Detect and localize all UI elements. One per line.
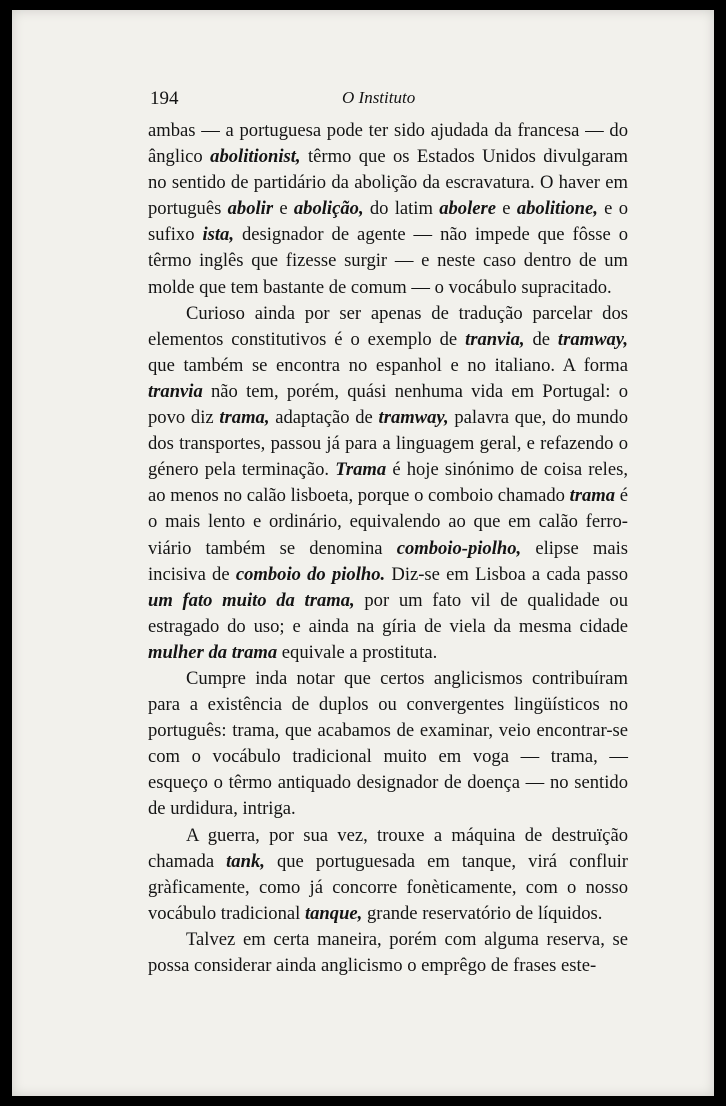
text-run: palavra que, do mundo dos transportes, passou já para a linguagem geral, e refazendo o género pela terminação. [148,407,628,481]
italic-term: comboio-piolho, [396,537,522,559]
italic-term: abolere [439,198,497,220]
italic-term: trama, [219,407,270,429]
text-run: do latim [363,198,440,220]
running-title: O Instituto [342,88,416,107]
italic-term: ista, [202,224,234,246]
text-run: grande reservatório de líquidos. [362,902,603,924]
page-number: 194 [150,88,179,109]
paragraph [148,823,628,927]
paragraph [148,927,628,979]
italic-term: tranvia, [465,328,525,350]
page-header [150,88,620,116]
italic-term: abolir [227,198,274,220]
body-text [148,118,628,979]
italic-term: abolitione, [516,198,598,220]
italic-term: mulher da trama [148,641,278,663]
italic-term: comboio do piolho. [235,563,386,585]
text-run: é o mais lento e ordinário, equivalendo ao que em calão ferro-viário também se denomina [148,485,628,559]
italic-term: abolição, [293,198,364,220]
text-run: Diz-se em Lisboa a cada passo [385,563,628,585]
text-run: por um fato vil de qualidade ou estragado do uso; e ainda na gíria de viela da mesma cidade [148,589,628,637]
text-run: é hoje sinónimo de coisa reles, ao menos no calão lisboeta, porque o comboio chamado [148,459,628,507]
italic-term: um fato muito da trama, [148,589,355,611]
italic-term: Trama [335,459,387,481]
italic-term: trama [569,485,616,507]
italic-term: tramway, [557,328,628,350]
italic-term: tank, [226,850,265,872]
text-run: adaptação de [269,407,379,429]
text-run: que também se encontra no espanhol e no italiano. A forma [148,354,628,376]
text-run: designador de agente — não impede que fôsse o têrmo inglês que fizesse surgir — e neste caso dentro de um molde que tem bastante de comum — o vocábulo supracitado. [148,224,628,298]
paragraph [148,118,628,301]
text-run: de [524,328,558,350]
text-run: elipse mais incisiva de [148,537,628,585]
text-run: A guerra, por sua vez, trouxe a máquina de destruïção chamada [148,824,628,872]
text-run: não tem, porém, quási nenhuma vida em Portugal: o povo diz [148,380,628,429]
text-run: Talvez em certa maneira, porém com alguma reserva, se possa considerar ainda anglicismo o emprêgo de frases este- [148,928,628,976]
text-run: têrmo que os Estados Unidos divulgaram no sentido de partidário da abolição da escravatura. O haver em português [148,146,628,220]
italic-term: tranvia [148,380,203,402]
text-run: que portuguesada em tanque, virá confluir gràficamente, como já concorre fonèticamente, com o nosso vocábulo tradicional [148,850,628,924]
text-run: equivale a prostituta. [277,641,438,663]
paragraph [148,666,628,823]
italic-term: tanque, [304,902,363,924]
text-run: Cumpre inda notar que certos anglicismos contribuíram para a existência de duplos ou convergentes lingüísticos no português: trama, que acabamos de examinar, veio encontrar-se com o vocábulo tradicional muito em voga — trama, — esqueço o têrmo antiquado designador de doença — no sentido de urdidura, intriga. [148,667,628,820]
text-run: e o sufixo [148,198,628,246]
paragraph [148,301,628,666]
italic-term: tramway, [378,407,449,429]
text-run: ambas — a portuguesa pode ter sido ajudada da francesa — do ânglico [148,120,628,168]
text-run: e [496,198,517,220]
text-run: e [273,198,294,220]
italic-term: abolitionist, [210,146,301,168]
text-run: Curioso ainda por ser apenas de tradução parcelar dos elementos constitutivos é o exemplo de [148,302,628,350]
